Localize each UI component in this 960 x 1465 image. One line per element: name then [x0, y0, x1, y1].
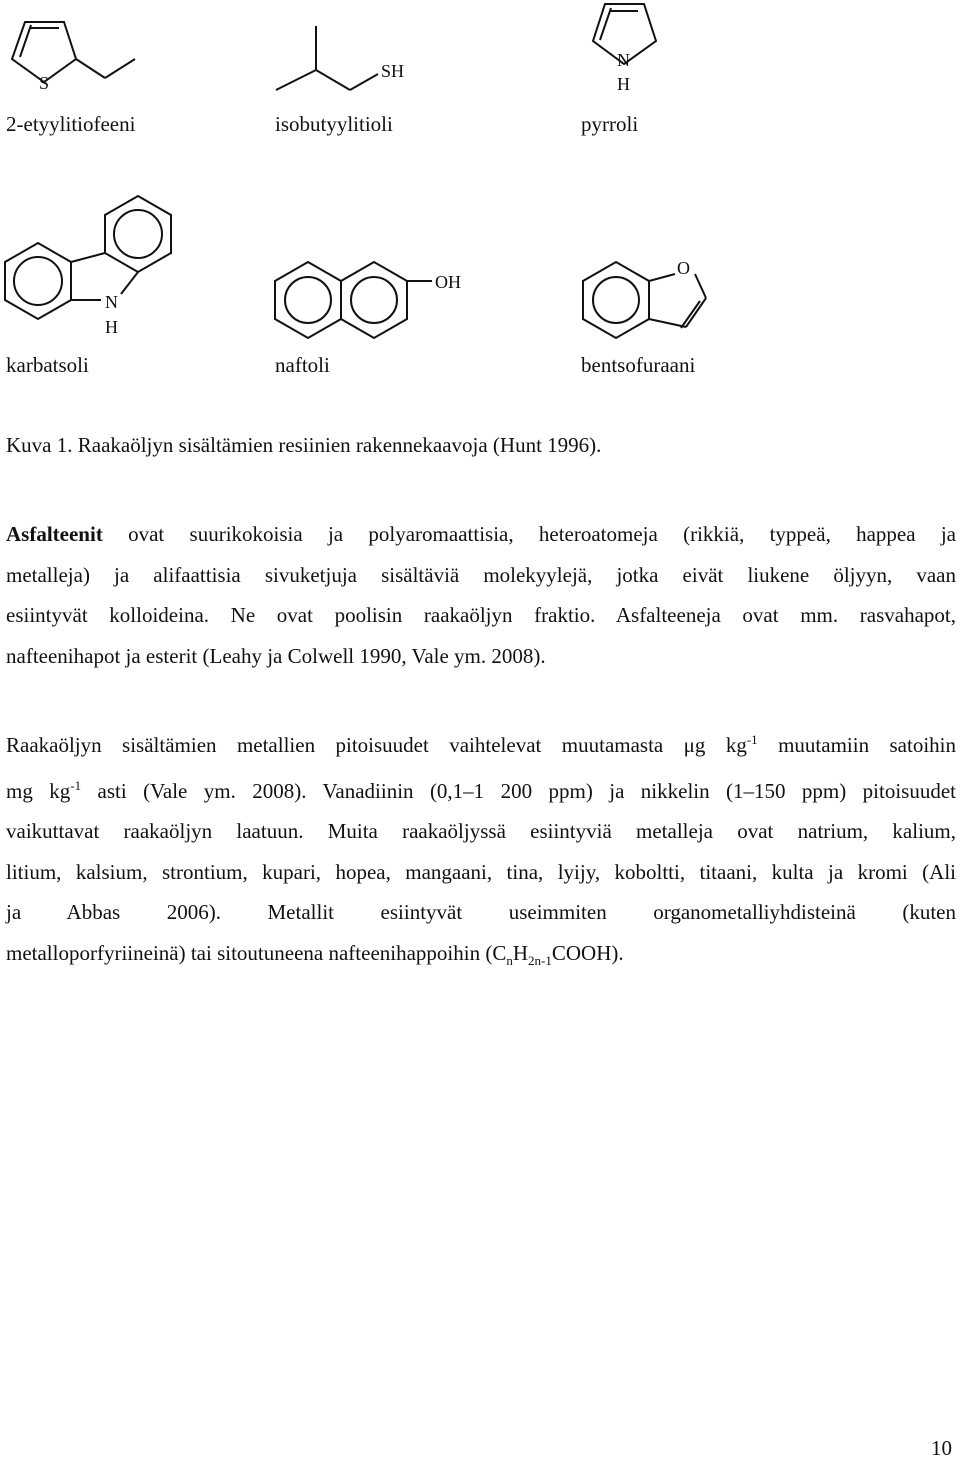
para1-line4: nafteenihapot ja esterit (Leahy ja Colwell 1990, Vale ym. 2008). [6, 643, 546, 668]
label-2-etyylitiofeeni: 2-etyylitiofeeni [6, 112, 136, 136]
para1-line3: esiintyvät kolloideina. Ne ovat poolisin raakaöljyn fraktio. Asfalteeneja ovat mm. rasvahapot, [6, 603, 956, 627]
subscript: 2n-1 [528, 952, 552, 968]
atom-h: H [617, 74, 630, 94]
bold-term: Asfalteenit [6, 522, 103, 546]
para2-line6c: COOH). [551, 940, 624, 965]
para2-line3: vaikuttavat raakaöljyn laatuun. Muita raakaöljyssä esiintyviä metalleja ovat natrium, kalium, [6, 819, 956, 843]
paragraph-asfalteenit [6, 514, 956, 676]
isobutylthiol-structure [276, 26, 404, 90]
atom-s: S [39, 73, 50, 93]
naphthol-structure [275, 262, 461, 338]
atom-h: H [105, 317, 118, 337]
superscript: -1 [70, 777, 82, 793]
superscript: -1 [746, 732, 758, 747]
para2-line1b: muutamiin satoihin [757, 733, 957, 757]
atom-n: N [617, 50, 630, 70]
para1-line1: ovat suurikokoisia ja polyaromaattisia, heteroatomeja (rikkiä, typpeä, happea ja [102, 522, 956, 546]
paragraph-metallit [6, 720, 956, 981]
para2-line4: litium, kalsium, strontium, kupari, hopea, mangaani, tina, lyijy, koboltti, titaani, kulta ja kromi (Ali [6, 859, 956, 884]
label-karbatsoli: karbatsoli [6, 353, 89, 377]
para2-line5: ja Abbas 2006). Metallit esiintyvät useimmiten organometalliyhdisteinä (kuten [6, 900, 956, 924]
para2-line2b: asti (Vale ym. 2008). Vanadiinin (0,1–1 200 ppm) ja nikkelin (1–150 ppm) pitoisuudet [81, 778, 956, 803]
para2-line2a: mg kg [6, 778, 71, 803]
label-isobutyylitioli: isobutyylitioli [275, 112, 393, 136]
atom-sh: SH [381, 61, 405, 81]
pyrrole-structure [593, 4, 656, 94]
benzofuran-structure [583, 258, 706, 338]
page-number: 10 [931, 1436, 952, 1460]
para2-line1a: Raakaöljyn sisältämien metallien pitoisuudet vaihtelevat muutamasta μg kg [6, 733, 747, 757]
atom-o: O [677, 258, 690, 278]
label-naftoli: naftoli [275, 353, 330, 377]
figure-caption: Kuva 1. Raakaöljyn sisältämien resiinien rakennekaavoja (Hunt 1996). [6, 433, 602, 457]
label-bentsofuraani: bentsofuraani [581, 353, 696, 377]
para2-line6a: metalloporfyriineinä) tai sitoutuneena nafteenihappoihin (C [6, 940, 507, 965]
structure-figure [0, 0, 960, 420]
para2-line6b: H [512, 940, 529, 965]
subscript: n [506, 952, 513, 968]
atom-n: N [105, 292, 118, 312]
label-pyrroli: pyrroli [581, 112, 639, 136]
carbazole-structure [5, 196, 171, 337]
para1-line2: metalleja) ja alifaattisia sivuketjuja sisältäviä molekyylejä, jotka eivät liukene öljyyn, vaan [6, 562, 956, 587]
ethylthiophene-structure [12, 22, 135, 93]
atom-oh: OH [435, 272, 461, 292]
